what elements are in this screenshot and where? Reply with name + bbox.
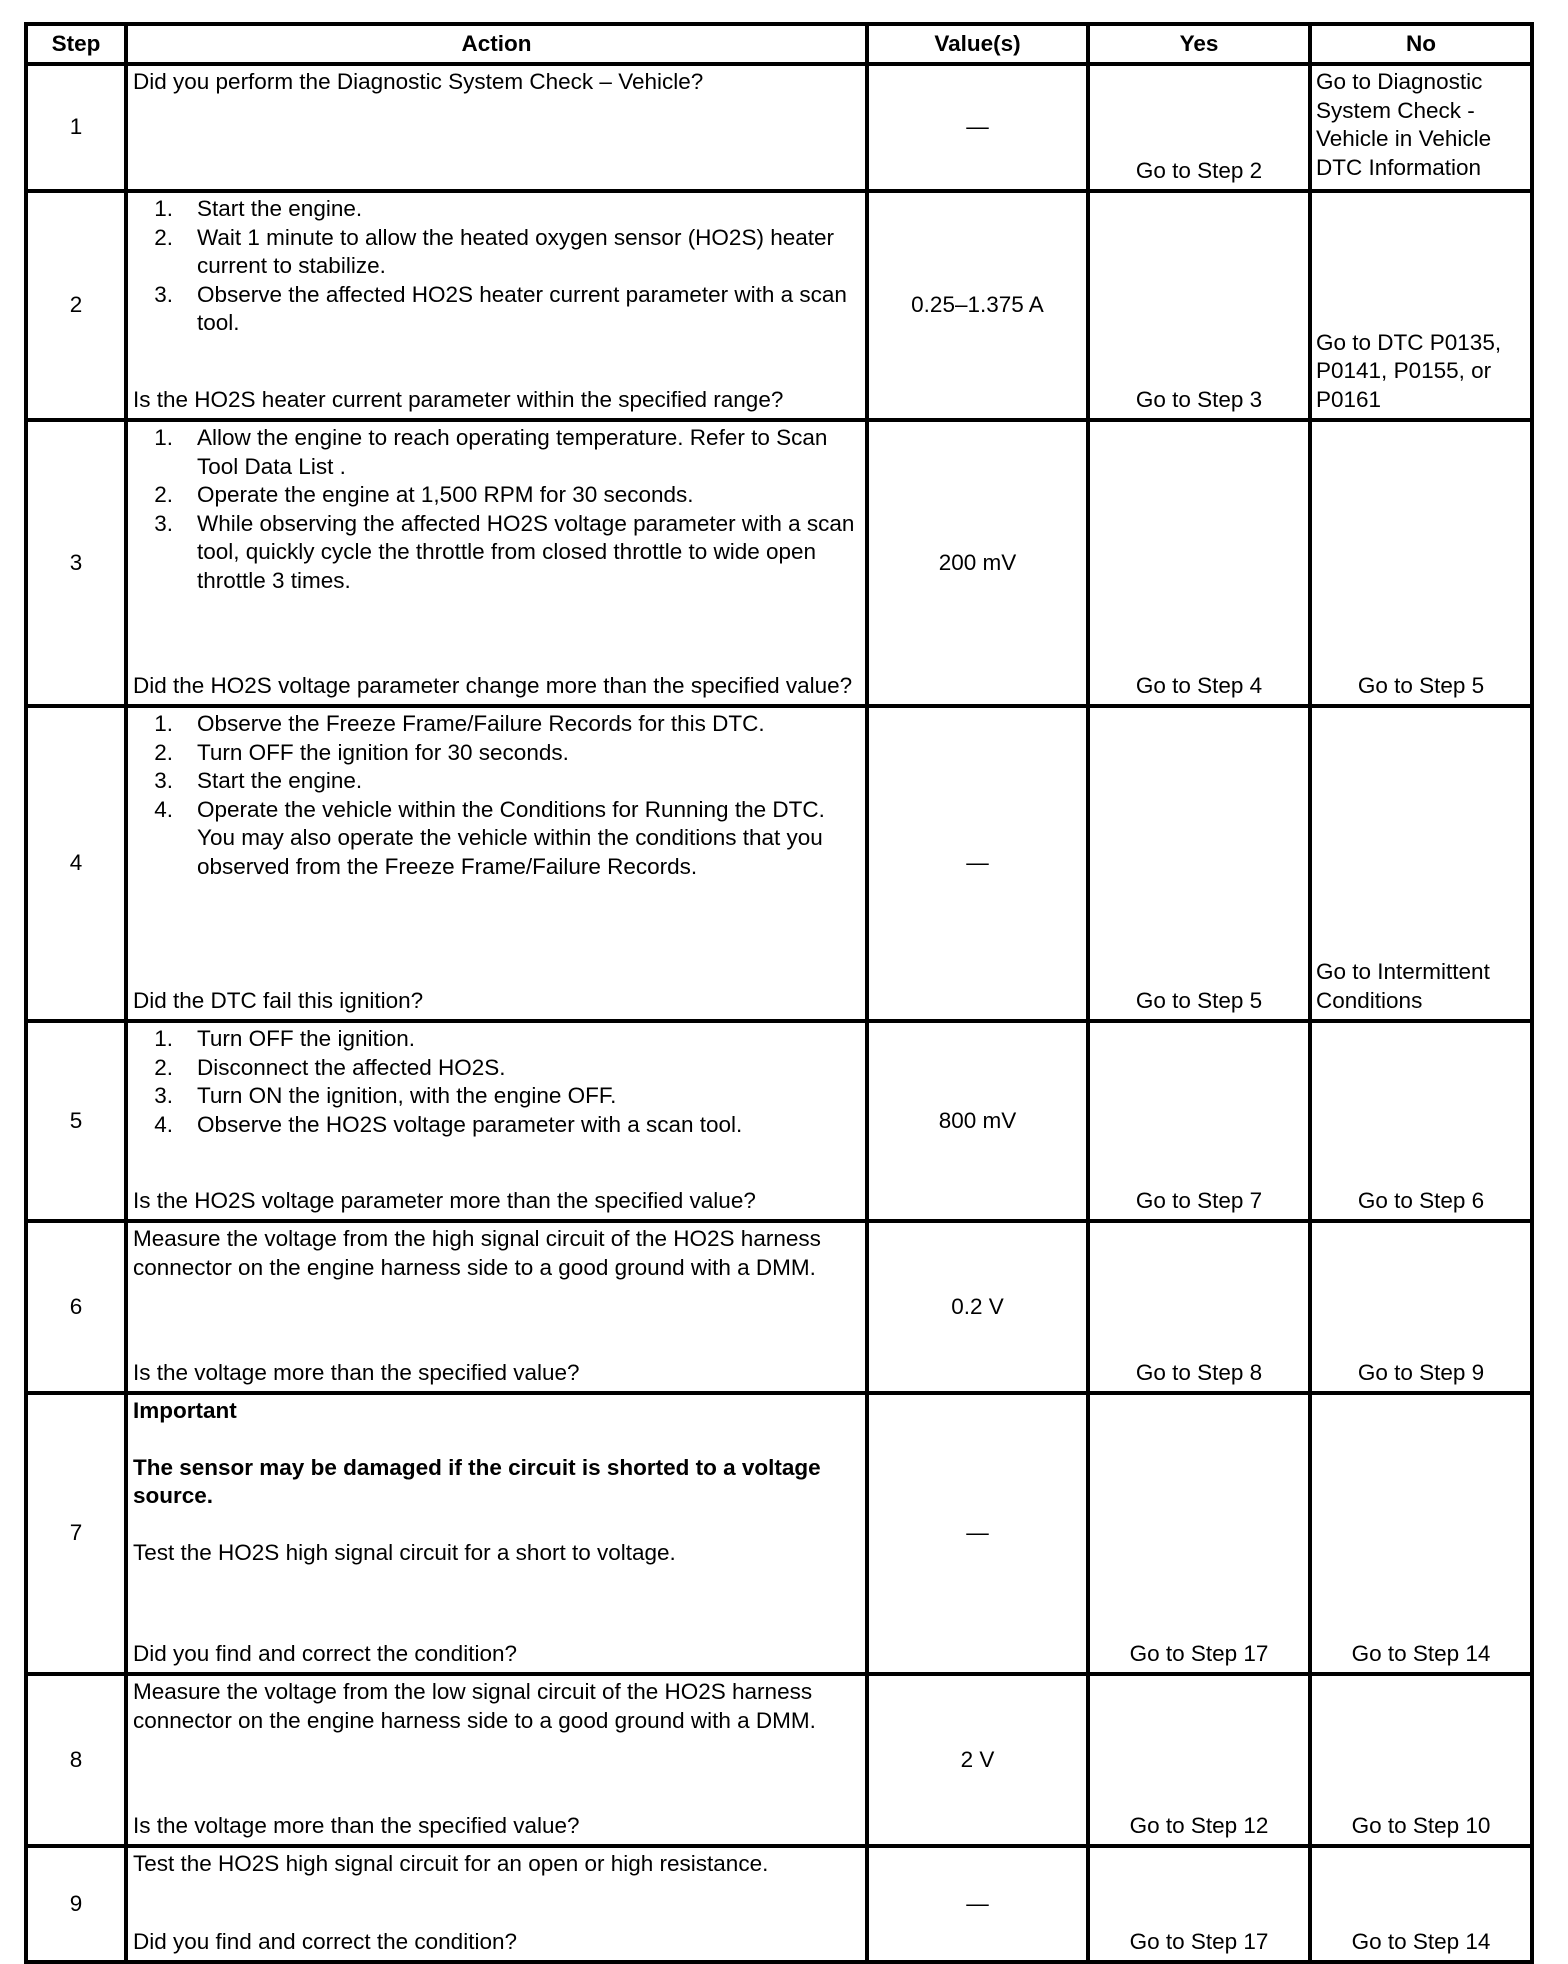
yes-link[interactable]: Go to Step 4	[1135, 672, 1263, 698]
step-number: 6	[26, 1221, 126, 1393]
yes-cell	[1088, 64, 1310, 191]
no-link[interactable]: Go to Step 9	[1357, 1359, 1485, 1385]
action-question: Is the HO2S voltage parameter more than the specified value?	[133, 1187, 756, 1213]
yes-link[interactable]: Go to Step 12	[1129, 1812, 1269, 1838]
action-step: 2. Turn OFF the ignition for 30 seconds.	[154, 739, 569, 765]
yes-cell	[1088, 1674, 1310, 1846]
header-step: Step	[26, 24, 126, 64]
action-step: 2. Disconnect the affected HO2S.	[154, 1054, 506, 1080]
action-steps	[133, 195, 859, 338]
step-number: 7	[26, 1393, 126, 1674]
table-row	[26, 1393, 1532, 1674]
action-steps	[133, 424, 859, 595]
yes-link[interactable]: Go to Step 2	[1135, 157, 1263, 183]
action-step: 1. Turn OFF the ignition.	[154, 1026, 416, 1051]
value-cell: 2 V	[867, 1674, 1088, 1846]
no-link[interactable]: Go to DTC P0135, P0141, P0155, or P0161	[1316, 329, 1502, 412]
action-text: Test the HO2S high signal circuit for an open or high resistance.	[133, 1851, 769, 1876]
action-text: Measure the voltage from the low signal circuit of the HO2S harness connector on the engine harness side to a good ground with a DMM.	[133, 1679, 816, 1733]
no-link[interactable]: Go to Diagnostic System Check - Vehicle in Vehicle DTC Information	[1316, 69, 1492, 180]
action-text: Measure the voltage from the high signal circuit of the HO2S harness connector on the engine harness side to a good ground with a DMM.	[133, 1226, 821, 1280]
step-number: 2	[26, 191, 126, 420]
action-steps	[133, 710, 859, 881]
yes-cell	[1088, 420, 1310, 706]
table-row	[26, 64, 1532, 191]
header-action: Action	[126, 24, 867, 64]
no-cell	[1310, 191, 1532, 420]
header-no: No	[1310, 24, 1532, 64]
no-cell	[1310, 1221, 1532, 1393]
yes-cell	[1088, 191, 1310, 420]
step-number: 9	[26, 1846, 126, 1962]
no-cell	[1310, 706, 1532, 1021]
value-cell: —	[867, 64, 1088, 191]
table-row	[26, 420, 1532, 706]
yes-cell	[1088, 1021, 1310, 1221]
yes-link[interactable]: Go to Step 17	[1129, 1928, 1269, 1954]
no-cell	[1310, 1674, 1532, 1846]
table-row	[26, 1021, 1532, 1221]
no-link[interactable]: Go to Step 14	[1351, 1640, 1491, 1666]
action-question: Did the DTC fail this ignition?	[133, 987, 424, 1013]
action-cell	[126, 1221, 867, 1393]
table-row	[26, 706, 1532, 1021]
value-cell: 0.2 V	[867, 1221, 1088, 1393]
step-number: 4	[26, 706, 126, 1021]
action-cell	[126, 191, 867, 420]
table-row	[26, 1674, 1532, 1846]
header-row	[26, 24, 1532, 64]
yes-link[interactable]: Go to Step 3	[1135, 386, 1263, 412]
action-cell	[126, 420, 867, 706]
no-link[interactable]: Go to Step 14	[1351, 1928, 1491, 1954]
value-cell: —	[867, 1393, 1088, 1674]
action-cell	[126, 1021, 867, 1221]
action-cell	[126, 706, 867, 1021]
yes-cell	[1088, 706, 1310, 1021]
header-yes: Yes	[1088, 24, 1310, 64]
action-step: 1. Observe the Freeze Frame/Failure Records for this DTC.	[154, 711, 765, 736]
yes-link[interactable]: Go to Step 7	[1135, 1187, 1263, 1213]
table-row	[26, 1221, 1532, 1393]
yes-link[interactable]: Go to Step 8	[1135, 1359, 1263, 1385]
value-cell: —	[867, 1846, 1088, 1962]
value-cell: —	[867, 706, 1088, 1021]
yes-link[interactable]: Go to Step 17	[1129, 1640, 1269, 1666]
action-step: 3. Start the engine.	[154, 768, 363, 793]
action-steps	[133, 1025, 859, 1139]
action-question: Did the HO2S voltage parameter change more than the specified value?	[133, 672, 853, 698]
action-step: 4. Observe the HO2S voltage parameter with a scan tool.	[154, 1111, 743, 1137]
step-number: 3	[26, 420, 126, 706]
table-row	[26, 191, 1532, 420]
yes-cell	[1088, 1393, 1310, 1674]
no-cell	[1310, 1846, 1532, 1962]
value-cell: 200 mV	[867, 420, 1088, 706]
no-link[interactable]: Go to Intermittent Conditions	[1316, 959, 1490, 1013]
action-step: 2. Wait 1 minute to allow the heated oxygen sensor (HO2S) heater current to stabilize.	[154, 224, 834, 278]
value-cell: 0.25–1.375 A	[867, 191, 1088, 420]
important-label: Important	[133, 1398, 237, 1423]
action-question: Did you find and correct the condition?	[133, 1928, 517, 1954]
action-question: Is the voltage more than the specified value?	[133, 1359, 580, 1385]
action-text: Did you perform the Diagnostic System Check – Vehicle?	[133, 69, 704, 94]
no-cell	[1310, 1021, 1532, 1221]
yes-link[interactable]: Go to Step 5	[1135, 987, 1263, 1013]
action-step: 1. Start the engine.	[154, 196, 363, 221]
diagnostic-table	[24, 22, 1534, 1964]
no-link[interactable]: Go to Step 10	[1351, 1812, 1491, 1838]
action-cell	[126, 64, 867, 191]
yes-cell	[1088, 1221, 1310, 1393]
action-text: Test the HO2S high signal circuit for a short to voltage.	[133, 1539, 676, 1565]
yes-cell	[1088, 1846, 1310, 1962]
step-number: 5	[26, 1021, 126, 1221]
no-cell	[1310, 64, 1532, 191]
warning-text: The sensor may be damaged if the circuit is shorted to a voltage source.	[133, 1454, 821, 1508]
action-question: Is the HO2S heater current parameter within the specified range?	[133, 386, 784, 412]
action-step: 1. Allow the engine to reach operating temperature. Refer to Scan Tool Data List .	[154, 425, 828, 479]
action-cell	[126, 1393, 867, 1674]
action-cell	[126, 1674, 867, 1846]
table-row	[26, 1846, 1532, 1962]
no-link[interactable]: Go to Step 6	[1357, 1187, 1485, 1213]
step-number: 8	[26, 1674, 126, 1846]
step-number: 1	[26, 64, 126, 191]
value-cell: 800 mV	[867, 1021, 1088, 1221]
action-question: Is the voltage more than the specified value?	[133, 1812, 580, 1838]
action-step: 4. Operate the vehicle within the Conditions for Running the DTC. You may also operate the vehicle within the conditions that you observed from the Freeze Frame/Failure Records.	[154, 796, 825, 879]
action-step: 3. Turn ON the ignition, with the engine OFF.	[154, 1083, 617, 1108]
action-cell	[126, 1846, 867, 1962]
action-question: Did you find and correct the condition?	[133, 1640, 517, 1666]
no-link[interactable]: Go to Step 5	[1357, 672, 1485, 698]
no-cell	[1310, 1393, 1532, 1674]
action-step: 3. While observing the affected HO2S voltage parameter with a scan tool, quickly cycle the throttle from closed throttle to wide open throttle 3 times.	[154, 510, 855, 593]
header-values: Value(s)	[867, 24, 1088, 64]
no-cell	[1310, 420, 1532, 706]
action-step: 2. Operate the engine at 1,500 RPM for 30 seconds.	[154, 482, 694, 507]
action-step: 3. Observe the affected HO2S heater current parameter with a scan tool.	[154, 281, 847, 335]
